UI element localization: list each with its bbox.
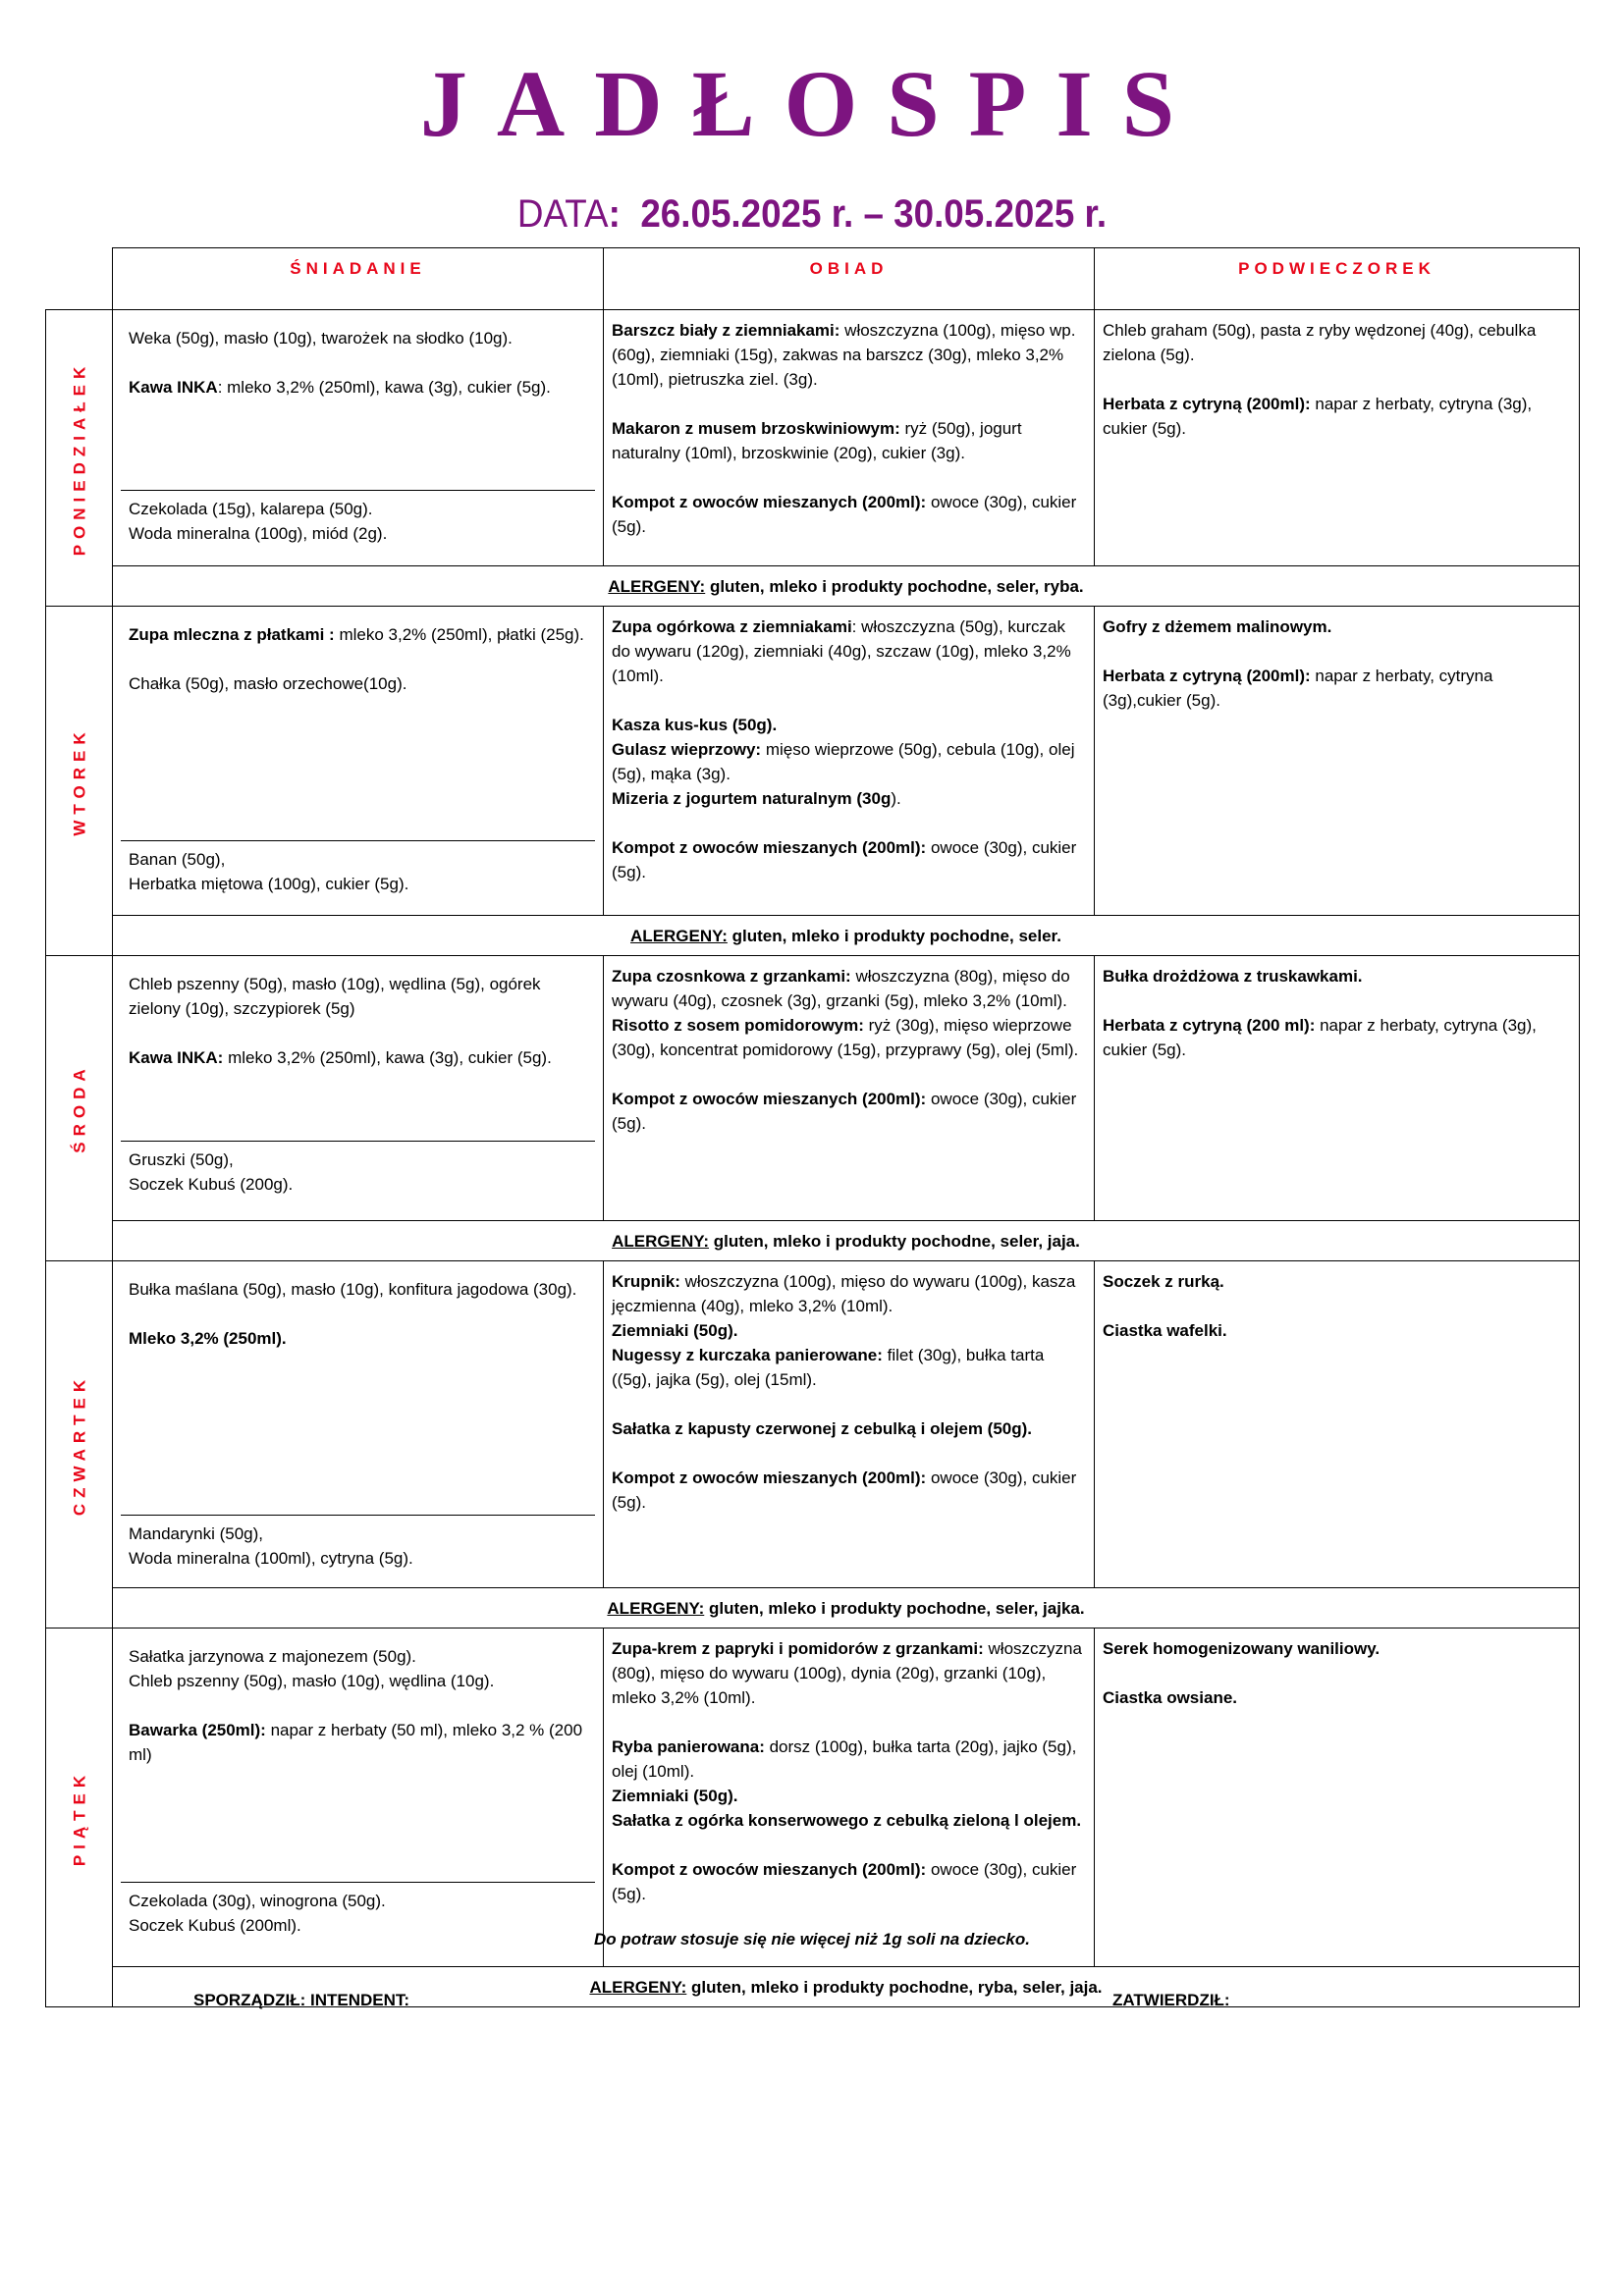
afternoon-snack-line xyxy=(1103,664,1571,713)
text-run: Risotto z sosem pomidorowym: xyxy=(612,1016,864,1035)
lunch-line xyxy=(612,1416,1086,1441)
text-run: Kompot z owoców mieszanych (200ml): xyxy=(612,1860,927,1879)
text-run: Gruszki (50g), xyxy=(129,1150,234,1169)
date-prefix: DATA xyxy=(516,192,609,236)
paragraph-gap xyxy=(129,647,587,671)
paragraph-gap xyxy=(612,688,1086,713)
snack-line xyxy=(129,1522,587,1546)
text-run: Soczek Kubuś (200ml). xyxy=(129,1916,301,1935)
paragraph-gap xyxy=(1103,639,1571,664)
text-run: Sałatka z kapusty czerwonej z cebulką i olejem (50g). xyxy=(612,1419,1032,1438)
allergens-label: ALERGENY: xyxy=(589,1978,687,1997)
allergens-cell xyxy=(113,916,1580,956)
breakfast-main xyxy=(121,1269,595,1515)
text-run: owoce (30g), cukier (5g). xyxy=(612,1090,1077,1133)
breakfast-main xyxy=(121,318,595,490)
text-run: Herbata z cytryną (200ml): xyxy=(1103,667,1311,685)
text-run: Zupa mleczna z płatkami : xyxy=(129,625,335,644)
lunch-line xyxy=(612,835,1086,884)
day-label: WTOREK xyxy=(70,725,88,836)
afternoon-snack-cell xyxy=(1095,1261,1580,1588)
lunch-cell xyxy=(604,607,1095,916)
breakfast-line xyxy=(129,1644,587,1669)
snack-line xyxy=(129,1546,587,1571)
breakfast-line xyxy=(129,1326,587,1351)
text-run: Kompot z owoców mieszanych (200ml): xyxy=(612,1468,927,1487)
text-run: owoce (30g), cukier (5g). xyxy=(612,493,1077,536)
allergens-cell xyxy=(113,1221,1580,1261)
lunch-line xyxy=(612,318,1086,392)
paragraph-gap xyxy=(612,465,1086,490)
lunch-line xyxy=(612,713,1086,737)
breakfast-line xyxy=(129,326,587,350)
paragraph-gap xyxy=(612,1392,1086,1416)
paragraph-gap xyxy=(612,392,1086,416)
paragraph-gap xyxy=(612,811,1086,835)
salt-note: Do potraw stosuje się nie więcej niż 1g soli na dziecko. xyxy=(593,1930,1030,1949)
afternoon-snack-line xyxy=(1103,1685,1571,1710)
text-run: włoszczyzna (80g), mięso do wywaru (40g), czosnek (3g), grzanki (5g), mleko 3,2% (10ml). xyxy=(612,967,1070,1010)
text-run: ryż (30g), mięso wieprzowe (30g), koncentrat pomidorowy (15g), przyprawy (5g), olej (5ml). xyxy=(612,1016,1079,1059)
day-row xyxy=(46,1629,1580,1967)
allergens-row xyxy=(46,1221,1580,1261)
text-run: filet (30g), bułka tarta ((5g), jajka (5g), olej (15ml). xyxy=(612,1346,1045,1389)
text-run: Serek homogenizowany waniliowy. xyxy=(1103,1639,1380,1658)
text-run: Kawa INKA: xyxy=(129,1048,224,1067)
text-run: Czekolada (30g), winogrona (50g). xyxy=(129,1892,386,1910)
afternoon-snack-line xyxy=(1103,1013,1571,1062)
text-run: Krupnik: xyxy=(612,1272,680,1291)
menu-table xyxy=(45,247,1580,2007)
paragraph-gap xyxy=(129,1693,587,1718)
column-header-lunch: OBIAD xyxy=(604,248,1095,310)
afternoon-snack-line xyxy=(1103,1318,1571,1343)
breakfast-line xyxy=(129,972,587,1021)
snack-line xyxy=(129,497,587,521)
paragraph-gap xyxy=(612,1062,1086,1087)
day-row xyxy=(46,1261,1580,1588)
text-run: Makaron z musem brzoskwiniowym: xyxy=(612,419,900,438)
paragraph-gap xyxy=(129,350,587,375)
breakfast-cell xyxy=(113,1629,604,1967)
lunch-line xyxy=(612,737,1086,786)
lunch-line xyxy=(612,1735,1086,1784)
allergens-list: gluten, mleko i produkty pochodne, ryba, seler, jaja. xyxy=(686,1978,1103,1997)
text-run: napar z herbaty, cytryna (3g), cukier (5g). xyxy=(1103,395,1533,438)
breakfast-snack xyxy=(121,1515,595,1576)
text-run: Chleb pszenny (50g), masło (10g), wędlina (5g), ogórek zielony (10g), szczypiorek (5g) xyxy=(129,975,541,1018)
paragraph-gap xyxy=(1103,1294,1571,1318)
breakfast-snack xyxy=(121,490,595,552)
allergens-list: gluten, mleko i produkty pochodne, seler. xyxy=(727,927,1061,945)
text-run: Chleb pszenny (50g), masło (10g), wędlina (10g). xyxy=(129,1672,495,1690)
lunch-line xyxy=(612,490,1086,539)
lunch-cell xyxy=(604,956,1095,1221)
text-run: napar z herbaty, cytryna (3g),cukier (5g). xyxy=(1103,667,1493,710)
breakfast-main xyxy=(121,964,595,1141)
text-run: Kasza kus-kus (50g). xyxy=(612,716,778,734)
text-run: Herbata z cytryną (200 ml): xyxy=(1103,1016,1316,1035)
afternoon-snack-line xyxy=(1103,392,1571,441)
text-run: Sałatka z ogórka konserwowego z cebulką zieloną l olejem. xyxy=(612,1811,1082,1830)
text-run: włoszczyzna (80g), mięso do wywaru (100g), dynia (20g), grzanki (10g), mleko 3,2% (10ml). xyxy=(612,1639,1082,1707)
lunch-line xyxy=(612,1784,1086,1808)
paragraph-gap xyxy=(1103,988,1571,1013)
text-run: ryż (50g), jogurt naturalny (10ml), brzoskwinie (20g), cukier (3g). xyxy=(612,419,1022,462)
allergens-row xyxy=(46,566,1580,607)
afternoon-snack-line xyxy=(1103,1636,1571,1661)
breakfast-main xyxy=(121,614,595,840)
text-run: mięso wieprzowe (50g), cebula (10g), olej (5g), mąka (3g). xyxy=(612,740,1075,783)
lunch-line xyxy=(612,1808,1086,1833)
text-run: Gofry z dżemem malinowym. xyxy=(1103,617,1332,636)
allergens-list: gluten, mleko i produkty pochodne, seler, jaja. xyxy=(708,1232,1080,1251)
afternoon-snack-line xyxy=(1103,614,1571,639)
text-run: Czekolada (15g), kalarepa (50g). xyxy=(129,500,373,518)
snack-line xyxy=(129,1889,587,1913)
paragraph-gap xyxy=(612,1710,1086,1735)
allergens-label: ALERGENY: xyxy=(630,927,728,945)
lunch-line xyxy=(612,1013,1086,1062)
text-run: Chałka (50g), masło orzechowe(10g). xyxy=(129,674,407,693)
text-run: mleko 3,2% (250ml), kawa (3g), cukier (5g). xyxy=(223,1048,552,1067)
page-title: JADŁOSPIS xyxy=(419,51,1205,156)
paragraph-gap xyxy=(129,1021,587,1045)
paragraph-gap xyxy=(129,1302,587,1326)
text-run: Kawa INKA xyxy=(129,378,218,397)
breakfast-snack xyxy=(121,840,595,902)
text-run: Sałatka jarzynowa z majonezem (50g). xyxy=(129,1647,416,1666)
column-header-afternoon-snack: PODWIECZOREK xyxy=(1095,248,1580,310)
text-run: włoszczyzna (100g), mięso do wywaru (100g), kasza jęczmienna (40g), mleko 3,2% (10ml). xyxy=(612,1272,1076,1315)
paragraph-gap xyxy=(612,1441,1086,1466)
header-corner xyxy=(46,248,113,310)
allergens-row xyxy=(46,1588,1580,1629)
signature-approved-by: ZATWIERDZIŁ: xyxy=(1112,1991,1230,2009)
afternoon-snack-cell xyxy=(1095,607,1580,916)
day-label: CZWARTEK xyxy=(70,1373,88,1516)
breakfast-cell xyxy=(113,1261,604,1588)
text-run: napar z herbaty, cytryna (3g), cukier (5g). xyxy=(1103,1016,1537,1059)
text-run: Soczek z rurką. xyxy=(1103,1272,1224,1291)
text-run: Kompot z owoców mieszanych (200ml): xyxy=(612,493,927,511)
allergens-cell xyxy=(113,566,1580,607)
text-run: Nugessy z kurczaka panierowane: xyxy=(612,1346,883,1364)
day-label: ŚRODA xyxy=(70,1063,88,1153)
text-run: Bułka drożdżowa z truskawkami. xyxy=(1103,967,1363,986)
lunch-line xyxy=(612,1269,1086,1318)
lunch-line xyxy=(612,1343,1086,1392)
text-run: ). xyxy=(891,789,901,808)
lunch-cell xyxy=(604,1261,1095,1588)
text-run: : mleko 3,2% (250ml), kawa (3g), cukier (5g). xyxy=(217,378,551,397)
lunch-cell xyxy=(604,1629,1095,1967)
text-run: Chleb graham (50g), pasta z ryby wędzonej (40g), cebulka zielona (5g). xyxy=(1103,321,1537,364)
signature-prepared-by: SPORZĄDZIŁ: INTENDENT: xyxy=(193,1991,410,2009)
text-run: włoszczyzna (100g), mięso wp.(60g), ziemniaki (15g), zakwas na barszcz (30g), mleko 3,2% (10ml), pietruszka ziel. (3g). xyxy=(612,321,1076,389)
text-run: mleko 3,2% (250ml), płatki (25g). xyxy=(334,625,584,644)
snack-line xyxy=(129,1172,587,1197)
text-run: Barszcz biały z ziemniakami: xyxy=(612,321,840,340)
afternoon-snack-line xyxy=(1103,1269,1571,1294)
text-run: Ziemniaki (50g). xyxy=(612,1787,738,1805)
text-run: Soczek Kubuś (200g). xyxy=(129,1175,294,1194)
text-run: Zupa ogórkowa z ziemniakami xyxy=(612,617,852,636)
day-label-cell-poniedziałek xyxy=(46,310,113,607)
afternoon-snack-cell xyxy=(1095,956,1580,1221)
lunch-line xyxy=(612,614,1086,688)
day-label: PONIEDZIAŁEK xyxy=(70,360,88,556)
text-run: Woda mineralna (100ml), cytryna (5g). xyxy=(129,1549,413,1568)
day-row xyxy=(46,607,1580,916)
text-run: Woda mineralna (100g), miód (2g). xyxy=(129,524,388,543)
text-run: Bułka maślana (50g), masło (10g), konfitura jagodowa (30g). xyxy=(129,1280,577,1299)
paragraph-gap xyxy=(612,1833,1086,1857)
lunch-line xyxy=(612,1318,1086,1343)
lunch-line xyxy=(612,1636,1086,1710)
paragraph-gap xyxy=(1103,1661,1571,1685)
breakfast-line xyxy=(129,375,587,400)
breakfast-cell xyxy=(113,607,604,916)
text-run: Bawarka (250ml): xyxy=(129,1721,266,1739)
afternoon-snack-cell xyxy=(1095,1629,1580,1967)
header-row xyxy=(46,248,1580,310)
text-run: Mleko 3,2% (250ml). xyxy=(129,1329,287,1348)
text-run: dorsz (100g), bułka tarta (20g), jajko (5g), olej (10ml). xyxy=(612,1737,1077,1781)
lunch-cell xyxy=(604,310,1095,566)
lunch-line xyxy=(612,1087,1086,1136)
text-run: Kompot z owoców mieszanych (200ml): xyxy=(612,1090,927,1108)
allergens-list: gluten, mleko i produkty pochodne, seler, ryba. xyxy=(705,577,1084,596)
text-run: Mandarynki (50g), xyxy=(129,1524,264,1543)
text-run: owoce (30g), cukier (5g). xyxy=(612,1860,1077,1903)
column-header-breakfast: ŚNIADANIE xyxy=(113,248,604,310)
allergens-label: ALERGENY: xyxy=(607,1599,705,1618)
date-range xyxy=(65,194,1559,234)
text-run: owoce (30g), cukier (5g). xyxy=(612,838,1077,881)
breakfast-cell xyxy=(113,956,604,1221)
text-run: owoce (30g), cukier (5g). xyxy=(612,1468,1077,1512)
breakfast-line xyxy=(129,1669,587,1693)
text-run: Weka (50g), masło (10g), twarożek na słodko (10g). xyxy=(129,329,513,347)
date-value: 26.05.2025 r. – 30.05.2025 r. xyxy=(640,192,1108,236)
text-run: Gulasz wieprzowy: xyxy=(612,740,762,759)
afternoon-snack-line xyxy=(1103,964,1571,988)
text-run: : włoszczyzna (50g), kurczak do wywaru (120g), ziemniaki (40g), szczaw (10g), mleko 3,2% (10ml). xyxy=(612,617,1071,685)
text-run: Ziemniaki (50g). xyxy=(612,1321,738,1340)
day-row xyxy=(46,310,1580,566)
day-label: PIĄTEK xyxy=(70,1769,88,1866)
breakfast-line xyxy=(129,1277,587,1302)
day-row xyxy=(46,956,1580,1221)
paragraph-gap xyxy=(1103,367,1571,392)
snack-line xyxy=(129,521,587,546)
breakfast-line xyxy=(129,622,587,647)
lunch-line xyxy=(612,1857,1086,1906)
allergens-label: ALERGENY: xyxy=(608,577,706,596)
day-label-cell-środa xyxy=(46,956,113,1261)
text-run: Ciastka wafelki. xyxy=(1103,1321,1227,1340)
text-run: Herbata z cytryną (200ml): xyxy=(1103,395,1311,413)
allergens-list: gluten, mleko i produkty pochodne, seler, jajka. xyxy=(704,1599,1085,1618)
date-colon: : xyxy=(608,192,621,236)
lunch-line xyxy=(612,964,1086,1013)
text-run: Zupa czosnkowa z grzankami: xyxy=(612,967,851,986)
afternoon-snack-cell xyxy=(1095,310,1580,566)
snack-line xyxy=(129,872,587,896)
text-run: Zupa-krem z papryki i pomidorów z grzankami: xyxy=(612,1639,984,1658)
text-run: Ciastka owsiane. xyxy=(1103,1688,1238,1707)
snack-line xyxy=(129,1148,587,1172)
breakfast-snack xyxy=(121,1141,595,1202)
allergens-cell xyxy=(113,1588,1580,1629)
text-run: Ryba panierowana: xyxy=(612,1737,765,1756)
text-run: Mizeria z jogurtem naturalnym (30g xyxy=(612,789,892,808)
lunch-line xyxy=(612,1466,1086,1515)
day-label-cell-czwartek xyxy=(46,1261,113,1629)
breakfast-line xyxy=(129,1718,587,1767)
breakfast-line xyxy=(129,1045,587,1070)
text-run: Banan (50g), xyxy=(129,850,226,869)
text-run: Herbatka miętowa (100g), cukier (5g). xyxy=(129,875,409,893)
allergens-label: ALERGENY: xyxy=(612,1232,709,1251)
day-label-cell-piątek xyxy=(46,1629,113,2007)
breakfast-cell xyxy=(113,310,604,566)
day-label-cell-wtorek xyxy=(46,607,113,956)
snack-line xyxy=(129,847,587,872)
lunch-line xyxy=(612,416,1086,465)
allergens-row xyxy=(46,916,1580,956)
breakfast-line xyxy=(129,671,587,696)
text-run: Kompot z owoców mieszanych (200ml): xyxy=(612,838,927,857)
text-run: napar z herbaty (50 ml), mleko 3,2 % (200 ml) xyxy=(129,1721,583,1764)
afternoon-snack-line xyxy=(1103,318,1571,367)
breakfast-main xyxy=(121,1636,595,1882)
lunch-line xyxy=(612,786,1086,811)
